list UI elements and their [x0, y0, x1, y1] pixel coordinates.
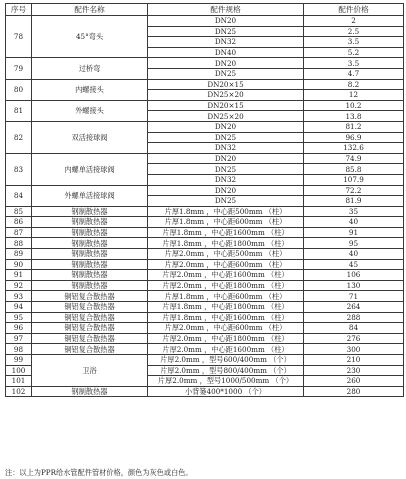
- part-spec: 片厚2.0mm ，中心距600mm （柱）: [148, 323, 304, 334]
- part-spec: 小背篓400*1000 （个）: [148, 386, 304, 397]
- row-number: 82: [6, 121, 32, 153]
- part-name: 铜铝复合散热器: [32, 302, 148, 313]
- part-spec: 片厚2.0mm ，中心距600mm （柱）: [148, 259, 304, 270]
- part-spec: 片厚2.0mm ，中心距1600mm （柱）: [148, 344, 304, 355]
- row-number: 88: [6, 238, 32, 249]
- part-spec: 片厚1.8mm ，中心距600mm （柱）: [148, 217, 304, 228]
- table-row: [6, 238, 404, 249]
- part-spec: DN25: [148, 164, 304, 175]
- part-name: 双活接球阀: [32, 121, 148, 153]
- part-name: 铜铝复合散热器: [32, 291, 148, 302]
- part-price: 91: [304, 227, 404, 238]
- part-price: 2: [304, 16, 404, 27]
- part-price: 81.2: [304, 121, 404, 132]
- table-row: [6, 270, 404, 281]
- table-row: [6, 333, 404, 344]
- row-number: 102: [6, 386, 32, 397]
- header-price: 配件价格: [304, 4, 404, 16]
- table-row: [6, 344, 404, 355]
- part-name: 钢制散热器: [32, 280, 148, 291]
- row-number: 79: [6, 58, 32, 79]
- part-price: 81.9: [304, 196, 404, 207]
- part-spec: DN20: [148, 153, 304, 164]
- part-name: 卫浴: [32, 355, 148, 387]
- part-spec: 片厚2.0mm ，型号800/400mm （个）: [148, 365, 304, 376]
- header-spec: 配件规格: [148, 4, 304, 16]
- table-row: [6, 259, 404, 270]
- part-price: 71: [304, 291, 404, 302]
- table-row: [6, 206, 404, 217]
- part-spec: DN25: [148, 196, 304, 207]
- table-row: [6, 121, 404, 132]
- part-price: 132.6: [304, 143, 404, 154]
- table-body: [6, 16, 404, 397]
- part-spec: DN20: [148, 16, 304, 27]
- part-name: 钢制散热器: [32, 217, 148, 228]
- part-price: 2.5: [304, 26, 404, 37]
- part-name: 铜铝复合散热器: [32, 323, 148, 334]
- part-price: 74.9: [304, 153, 404, 164]
- part-price: 85.8: [304, 164, 404, 175]
- part-spec: DN20: [148, 121, 304, 132]
- row-number: 95: [6, 312, 32, 323]
- part-name: 铜铝复合散热器: [32, 312, 148, 323]
- part-price: 13.8: [304, 111, 404, 122]
- part-price: 5.2: [304, 47, 404, 58]
- row-number: 98: [6, 344, 32, 355]
- part-spec: 片厚2.0mm ，型号600/400mm （个）: [148, 355, 304, 366]
- table-header-row: [6, 4, 404, 16]
- part-spec: DN20: [148, 58, 304, 69]
- part-price: 300: [304, 344, 404, 355]
- part-spec: 片厚1.8mm ，中心距1800mm （柱）: [148, 238, 304, 249]
- price-table: [5, 3, 404, 397]
- part-price: 40: [304, 217, 404, 228]
- part-name: 钢制散热器: [32, 238, 148, 249]
- table-row: [6, 185, 404, 196]
- part-spec: 片厚1.8mm ，中心距500mm （柱）: [148, 206, 304, 217]
- part-name: 外螺接头: [32, 100, 148, 121]
- part-name: 钢制散热器: [32, 227, 148, 238]
- table-row: [6, 355, 404, 366]
- table-row: [6, 386, 404, 397]
- part-name: 外螺单活接球阀: [32, 185, 148, 206]
- table-row: [6, 302, 404, 313]
- part-price: 3.5: [304, 37, 404, 48]
- part-price: 210: [304, 355, 404, 366]
- part-spec: DN25×20: [148, 111, 304, 122]
- part-price: 96.9: [304, 132, 404, 143]
- part-spec: DN32: [148, 37, 304, 48]
- part-name: 过桥弯: [32, 58, 148, 79]
- table-row: [6, 280, 404, 291]
- part-price: 264: [304, 302, 404, 313]
- part-name: 内螺单活接球阀: [32, 153, 148, 185]
- part-price: 280: [304, 386, 404, 397]
- part-price: 35: [304, 206, 404, 217]
- row-number: 81: [6, 100, 32, 121]
- part-spec: DN32: [148, 143, 304, 154]
- part-spec: 片厚1.8mm ，中心距1600mm （柱）: [148, 312, 304, 323]
- part-spec: DN25: [148, 132, 304, 143]
- table-row: [6, 100, 404, 111]
- row-number: 97: [6, 333, 32, 344]
- part-spec: DN32: [148, 174, 304, 185]
- row-number: 94: [6, 302, 32, 313]
- part-price: 8.2: [304, 79, 404, 90]
- part-spec: DN20×15: [148, 79, 304, 90]
- part-spec: 片厚1.8mm ，中心距1600mm （柱）: [148, 227, 304, 238]
- part-spec: DN20: [148, 185, 304, 196]
- table-row: [6, 16, 404, 27]
- part-price: 4.7: [304, 68, 404, 79]
- part-price: 288: [304, 312, 404, 323]
- table-row: [6, 312, 404, 323]
- part-price: 106: [304, 270, 404, 281]
- row-number: 99: [6, 355, 32, 366]
- part-spec: 片厚1.8mm ，中心距1800mm （柱）: [148, 302, 304, 313]
- part-spec: DN25: [148, 26, 304, 37]
- footnote: 注：以上为PPR给水管配件管材价格，颜色为灰色或白色。: [5, 468, 193, 477]
- table-row: [6, 217, 404, 228]
- part-name: 铜铝复合散热器: [32, 333, 148, 344]
- part-spec: 片厚2.0mm ，中心距1800mm （柱）: [148, 333, 304, 344]
- part-price: 95: [304, 238, 404, 249]
- part-price: 45: [304, 259, 404, 270]
- part-price: 3.5: [304, 58, 404, 69]
- part-spec: 片厚2.0mm ，中心距1800mm （柱）: [148, 280, 304, 291]
- part-price: 230: [304, 365, 404, 376]
- part-price: 12: [304, 90, 404, 101]
- part-price: 10.2: [304, 100, 404, 111]
- part-name: 铜铝复合散热器: [32, 344, 148, 355]
- row-number: 78: [6, 16, 32, 58]
- table-row: [6, 291, 404, 302]
- part-price: 130: [304, 280, 404, 291]
- row-number: 80: [6, 79, 32, 100]
- row-number: 92: [6, 280, 32, 291]
- row-number: 90: [6, 259, 32, 270]
- part-name: 内螺接头: [32, 79, 148, 100]
- row-number: 86: [6, 217, 32, 228]
- row-number: 101: [6, 376, 32, 387]
- row-number: 93: [6, 291, 32, 302]
- part-spec: 片厚2.0mm ，型号1000/500mm （个）: [148, 376, 304, 387]
- table-row: [6, 153, 404, 164]
- part-price: 260: [304, 376, 404, 387]
- table-row: [6, 58, 404, 69]
- part-name: 钢制散热器: [32, 270, 148, 281]
- header-no: 序号: [6, 4, 32, 16]
- part-price: 276: [304, 333, 404, 344]
- table-row: [6, 227, 404, 238]
- part-name: 45°弯头: [32, 16, 148, 58]
- part-price: 107.9: [304, 174, 404, 185]
- part-spec: DN25×20: [148, 90, 304, 101]
- part-price: 40: [304, 249, 404, 260]
- price-sheet: [5, 3, 403, 397]
- part-spec: 片厚2.0mm ，中心距500mm （柱）: [148, 249, 304, 260]
- part-name: 钢制散热器: [32, 206, 148, 217]
- table-row: [6, 79, 404, 90]
- row-number: 87: [6, 227, 32, 238]
- part-name: 钢制散热器: [32, 386, 148, 397]
- part-spec: DN40: [148, 47, 304, 58]
- part-name: 钢制散热器: [32, 259, 148, 270]
- part-spec: DN20×15: [148, 100, 304, 111]
- part-name: 钢制散热器: [32, 249, 148, 260]
- header-name: 配件名称: [32, 4, 148, 16]
- row-number: 91: [6, 270, 32, 281]
- row-number: 89: [6, 249, 32, 260]
- row-number: 85: [6, 206, 32, 217]
- part-spec: 片厚1.8mm ，中心距600mm （柱）: [148, 291, 304, 302]
- row-number: 84: [6, 185, 32, 206]
- table-row: [6, 249, 404, 260]
- part-price: 84: [304, 323, 404, 334]
- part-spec: DN25: [148, 68, 304, 79]
- part-price: 72.2: [304, 185, 404, 196]
- part-spec: 片厚2.0mm ，中心距1600mm （柱）: [148, 270, 304, 281]
- table-row: [6, 323, 404, 334]
- row-number: 96: [6, 323, 32, 334]
- row-number: 100: [6, 365, 32, 376]
- row-number: 83: [6, 153, 32, 185]
